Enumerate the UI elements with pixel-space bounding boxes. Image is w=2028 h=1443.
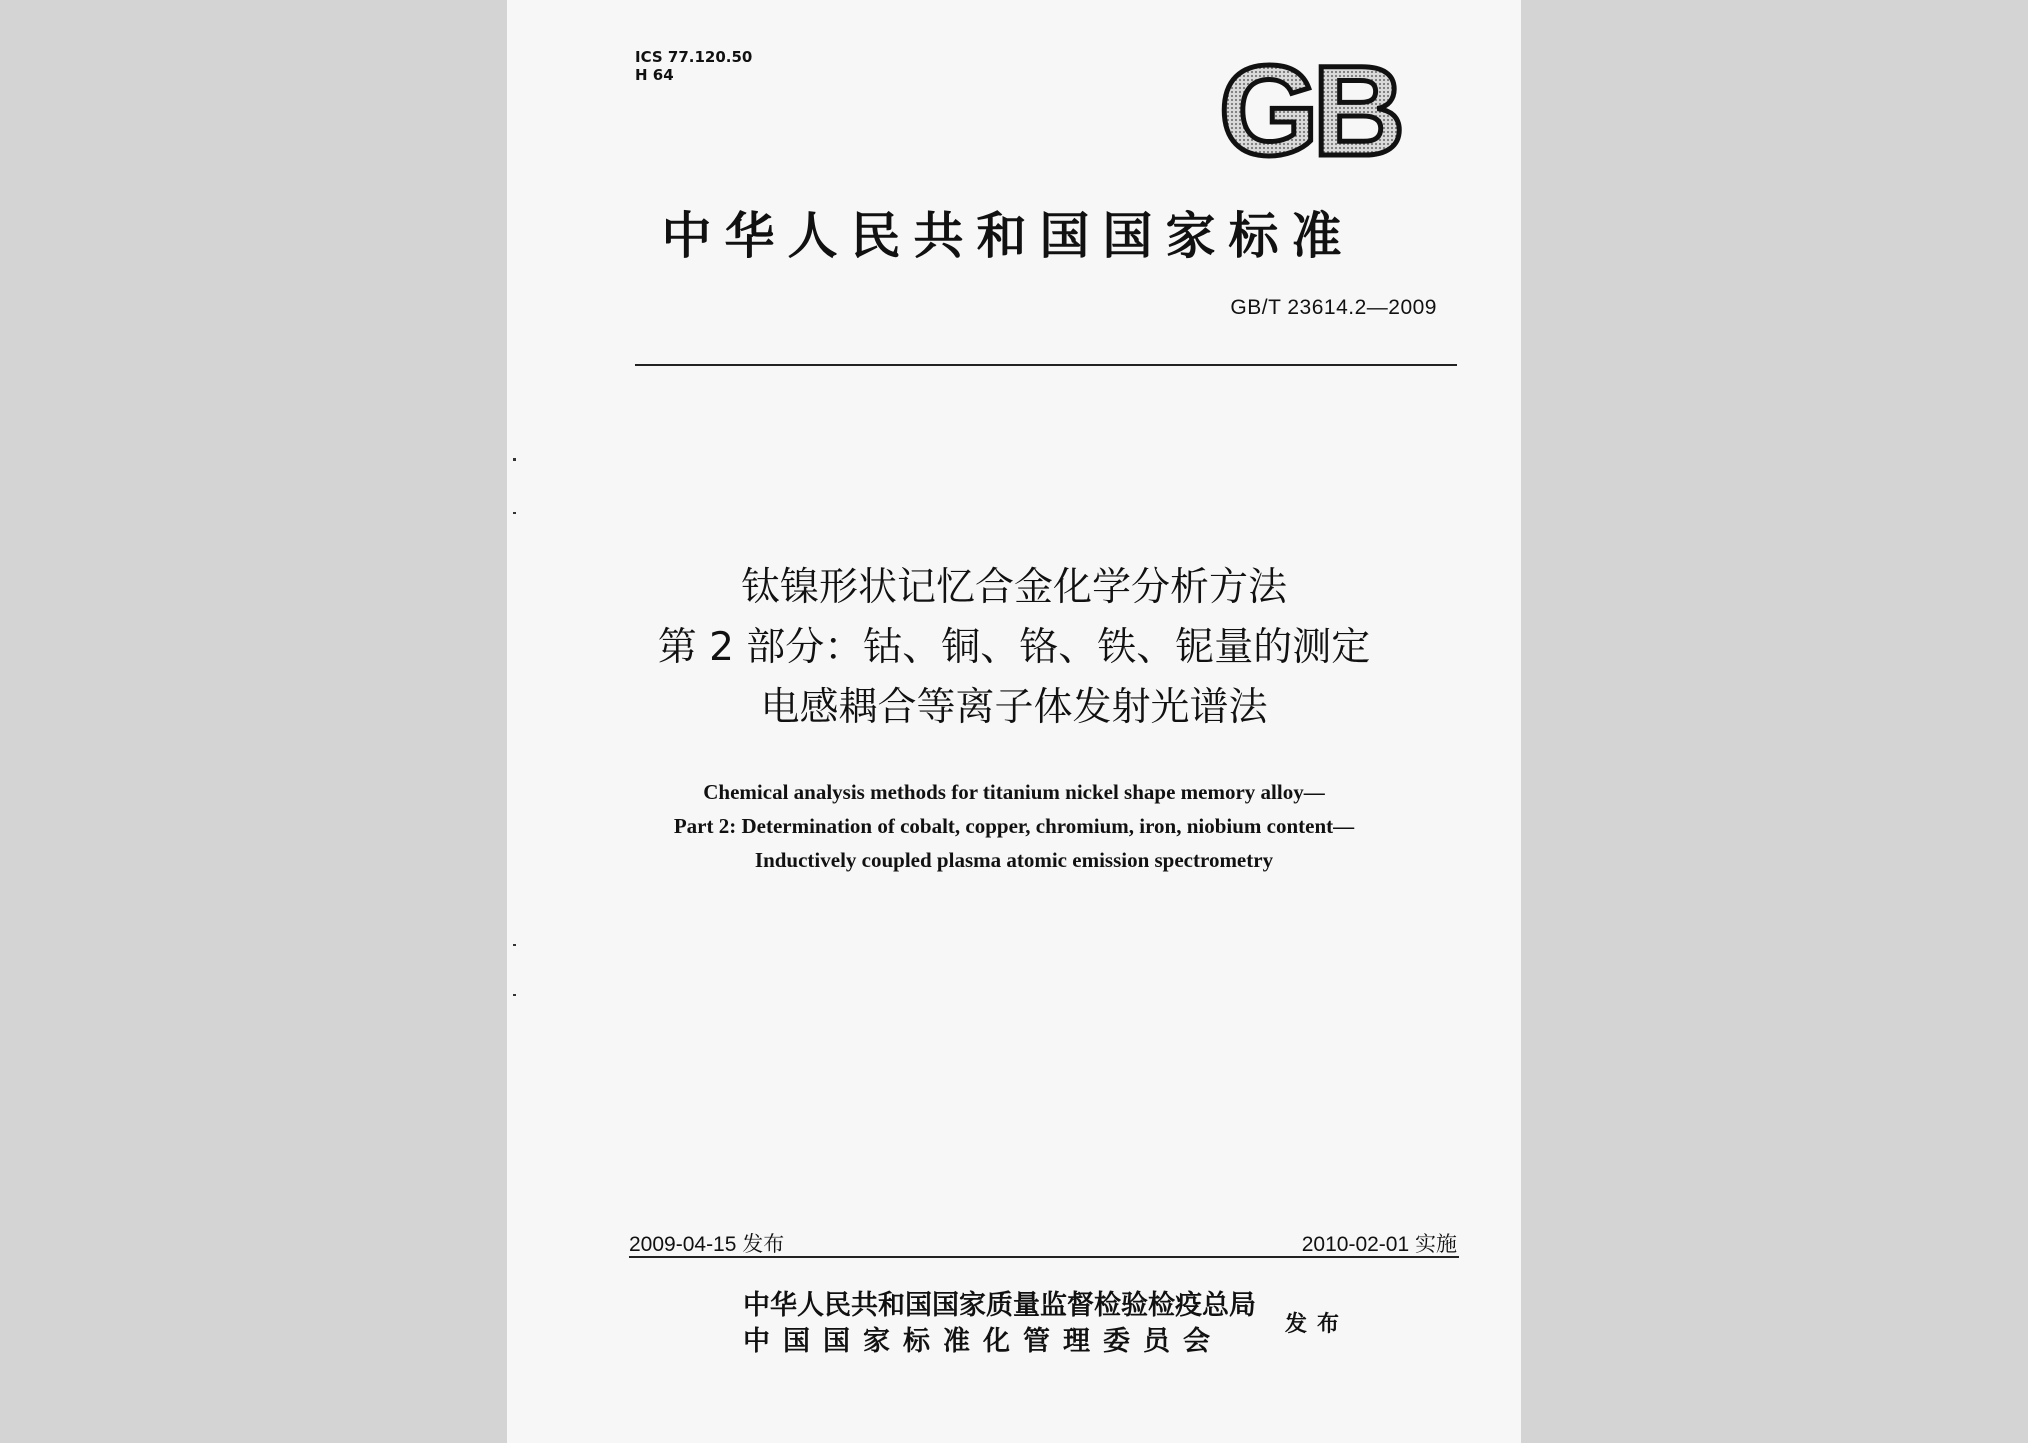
ics-code: ICS 77.120.50 — [635, 48, 753, 66]
gb-logo-text: GB — [1219, 58, 1399, 166]
chinese-title-line-3: 电感耦合等离子体发射光谱法 — [760, 685, 1268, 730]
header-divider — [635, 364, 1457, 366]
implementation-date: 2010-02-01 实施 — [1301, 1233, 1457, 1256]
margin-mark — [513, 994, 516, 996]
issuing-authorities — [743, 1288, 1256, 1360]
publish-label: 发布 — [1285, 1312, 1350, 1337]
standard-category-title: 中华人民共和国国家标准 — [661, 206, 1355, 265]
english-title-line-2: Part 2: Determination of cobalt, copper, chromium, iron, niobium content— — [673, 814, 1355, 838]
margin-mark — [513, 944, 516, 946]
english-title-line-1: Chemical analysis methods for titanium nickel shape memory alloy— — [703, 780, 1325, 804]
margin-mark — [513, 458, 516, 461]
margin-mark — [513, 512, 516, 514]
issuer-sac: 中国国家标准化管理委员会 — [743, 1326, 1223, 1357]
chinese-title-line-2: 第 2 部分：钴、铜、铬、铁、铌量的测定 — [657, 625, 1371, 670]
standard-number: GB/T 23614.2—2009 — [1230, 296, 1437, 319]
document-page — [507, 0, 1521, 1443]
gb-logo — [1206, 58, 1412, 166]
chinese-title-line-1: 钛镍形状记忆合金化学分析方法 — [740, 565, 1287, 610]
chinese-title — [507, 558, 1521, 738]
english-title — [507, 775, 1521, 877]
ccs-code: H 64 — [635, 66, 674, 84]
issuer-aqsiq: 中华人民共和国国家质量监督检验检疫总局 — [743, 1290, 1256, 1321]
english-title-line-3: Inductively coupled plasma atomic emission spectrometry — [754, 848, 1274, 872]
classification-codes — [635, 48, 752, 84]
issue-date: 2009-04-15 发布 — [629, 1233, 785, 1256]
footer-divider — [629, 1256, 1459, 1258]
